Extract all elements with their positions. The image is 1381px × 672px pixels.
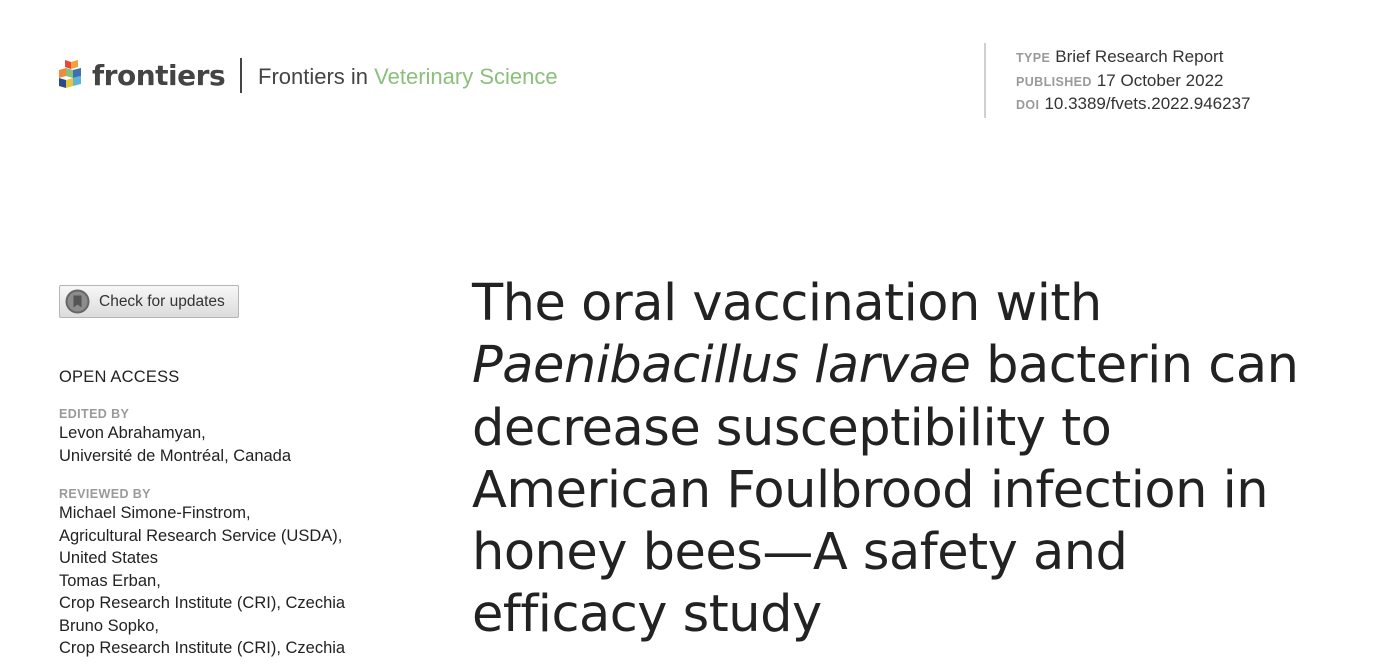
journal-prefix: Frontiers in: [258, 64, 375, 89]
reviewer-line: Bruno Sopko,: [59, 616, 159, 635]
reviewer-line: Crop Research Institute (CRI), Czechia: [59, 594, 346, 612]
meta-type-value: Brief Research Report: [1055, 47, 1224, 66]
header-divider: [240, 58, 242, 93]
title-line-rest: bacterin can: [970, 336, 1299, 396]
reviewer-line: Agricultural Research Service (USDA),: [59, 526, 343, 545]
article-title: [472, 273, 1372, 647]
reviewer-line: Michael Simone-Finstrom,: [59, 504, 251, 522]
title-line: decrease susceptibility to: [472, 398, 1112, 458]
meta-published-value: 17 October 2022: [1096, 70, 1224, 90]
title-line: The oral vaccination with: [472, 274, 1102, 333]
journal-name[interactable]: [258, 64, 558, 90]
meta-doi-value[interactable]: 10.3389/fvets.2022.946237: [1044, 94, 1251, 113]
reviewer-line: United States: [59, 549, 159, 567]
bookmark-icon: [65, 289, 90, 314]
check-for-updates-button[interactable]: [59, 285, 239, 318]
open-access-label: OPEN ACCESS: [59, 368, 180, 386]
editor-line: Levon Abrahamyan,: [59, 424, 206, 442]
meta-type-label: TYPE: [1016, 51, 1051, 65]
title-line: American Foulbrood infection in: [472, 460, 1269, 520]
journal-title: Veterinary Science: [374, 64, 558, 89]
title-line: honey bees—A safety and: [472, 523, 1128, 583]
logo-wordmark: frontiers: [92, 58, 226, 92]
editor-line: Université de Montréal, Canada: [59, 446, 292, 465]
meta-published: [1016, 70, 1251, 94]
edited-by-label: EDITED BY: [59, 407, 130, 421]
article-meta: [1016, 46, 1251, 117]
title-line: efficacy study: [472, 585, 822, 645]
meta-type: [1016, 46, 1251, 70]
reviewer-line: Crop Research Institute (CRI), Czechia: [59, 639, 346, 657]
frontiers-logo-icon: [56, 58, 88, 94]
meta-doi: [1016, 93, 1251, 117]
reviewed-by-section: [59, 486, 345, 660]
check-for-updates-label: Check for updates: [99, 292, 225, 310]
reviewed-by-label: REVIEWED BY: [59, 487, 151, 501]
meta-divider: [984, 43, 986, 118]
reviewer-line: Tomas Erban,: [59, 571, 161, 590]
frontiers-logo[interactable]: [56, 56, 225, 96]
meta-doi-label: DOI: [1016, 98, 1040, 112]
edited-by-section: [59, 406, 291, 467]
title-line: [472, 335, 1372, 397]
meta-published-label: PUBLISHED: [1016, 74, 1092, 89]
species-name: Paenibacillus larvae: [472, 336, 971, 396]
